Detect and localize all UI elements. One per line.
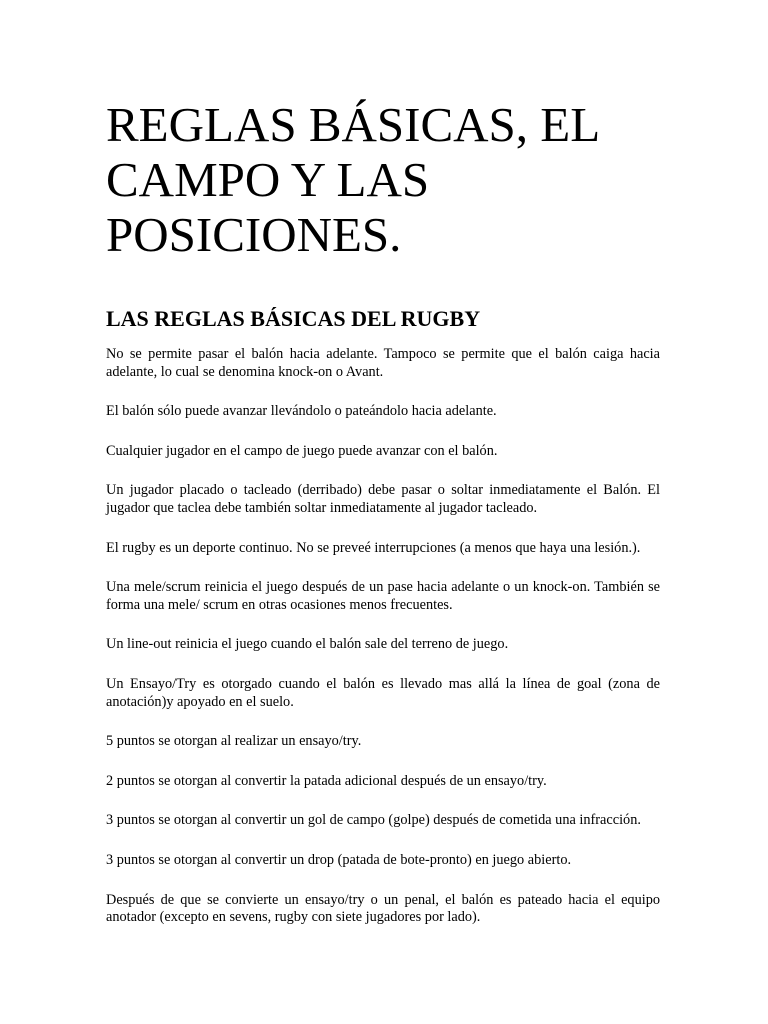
rule-paragraph-3: Cualquier jugador en el campo de juego puede avanzar con el balón. [106, 442, 498, 459]
rule-paragraph-7: Un line-out reinicia el juego cuando el balón sale del terreno de juego. [106, 636, 509, 653]
rule-paragraph-11: 3 puntos se otorgan al convertir un gol de campo (golpe) después de cometida una infracción. [106, 812, 641, 829]
rule-paragraph-6: Una mele/scrum reinicia el juego después de un pase hacia adelante o un knock-on. También se forma una mele/ scrum en otras ocasiones menos frecuentes. [106, 579, 660, 613]
section-heading: LAS REGLAS BÁSICAS DEL RUGBY [106, 306, 481, 331]
title-line-2: CAMPO Y LAS [106, 152, 430, 207]
document-page [106, 0, 660, 949]
title-line-1: REGLAS BÁSICAS, EL [106, 97, 601, 152]
rule-paragraph-2: El balón sólo puede avanzar llevándolo o pateándolo hacia adelante. [106, 403, 497, 420]
rules-list [106, 346, 660, 927]
rule-paragraph-10: 2 puntos se otorgan al convertir la patada adicional después de un ensayo/try. [106, 772, 547, 789]
rule-paragraph-12: 3 puntos se otorgan al convertir un drop (patada de bote-pronto) en juego abierto. [106, 851, 572, 868]
rule-paragraph-9: 5 puntos se otorgan al realizar un ensayo/try. [106, 733, 362, 750]
rule-paragraph-4: Un jugador placado o tacleado (derribado) debe pasar o soltar inmediatamente el Balón. El jugador que taclea debe también soltar inmediatamente al jugador tacleado. [106, 482, 660, 516]
rule-paragraph-13: Después de que se convierte un ensayo/try o un penal, el balón es pateado hacia el equipo anotador (excepto en sevens, rugby con siete jugadores por lado). [106, 891, 660, 926]
rule-paragraph-8: Un Ensayo/Try es otorgado cuando el balón es llevado mas allá la línea de goal (zona de anotación)y apoyado en el suelo. [106, 675, 660, 710]
title-line-3: POSICIONES. [106, 207, 402, 262]
rule-paragraph-5: El rugby es un deporte continuo. No se preveé interrupciones (a menos que haya una lesión.). [106, 539, 641, 556]
rule-paragraph-1: No se permite pasar el balón hacia adelante. Tampoco se permite que el balón caiga hacia adelante, lo cual se denomina knock-on o Avant. [106, 346, 660, 380]
document-title [106, 0, 660, 262]
